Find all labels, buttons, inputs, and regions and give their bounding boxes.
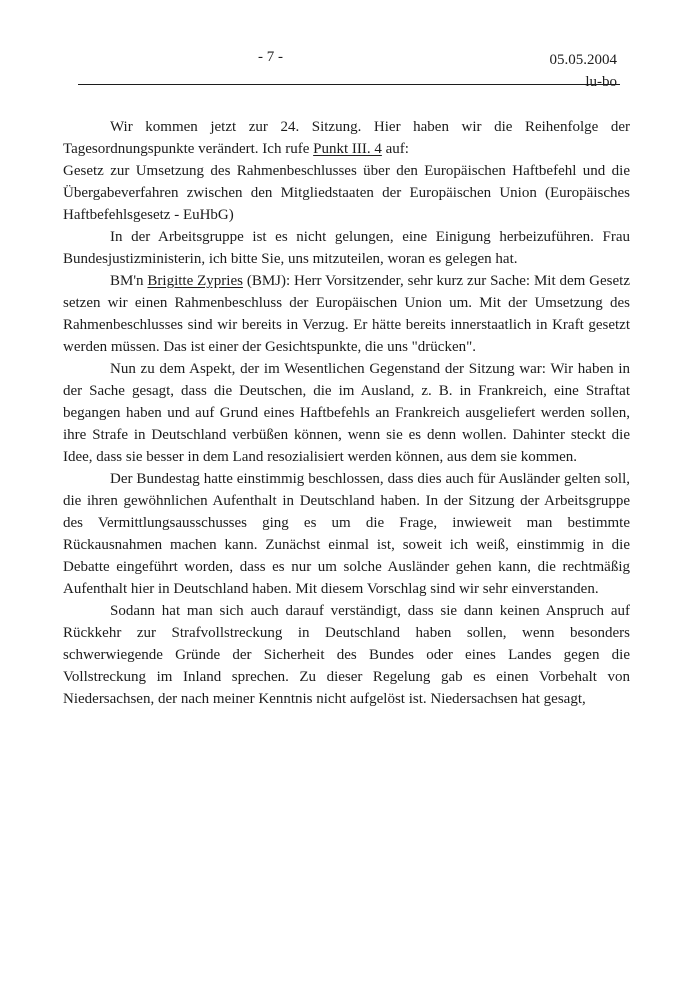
paragraph-zypries-3	[63, 468, 630, 600]
text-segment: Wir kommen jetzt zur 24. Sitzung. Hier haben wir die Reihenfolge der Tagesordnungspunkte verändert. Ich rufe	[63, 119, 630, 157]
text-segment: auf:	[381, 141, 409, 157]
paragraph-session-intro	[63, 116, 630, 160]
header-right-block	[550, 49, 618, 93]
text-segment: BM'n	[110, 273, 148, 289]
typist-code: lu-bo	[585, 74, 617, 90]
text-segment: Nun zu dem Aspekt, der im Wesentlichen Gegenstand der Sitzung war: Wir haben in der Sache gesagt, dass die Deutschen, die im Ausland, z. B. in Frankreich, eine Straftat begangen haben und auf Grund eines Haftbefehls an Frankreich ausgeliefert werden sollen, ihre Strafe in Deutschland verbüßen können, wenn sie es denn wollen. Dahinter steckt die Idee, dass sie besser in dem Land resozialisiert werden können, aus dem sie kommen.	[63, 361, 630, 465]
paragraph-chair-question	[63, 226, 630, 270]
paragraph-zypries-1	[63, 270, 630, 358]
text-segment: Gesetz zur Umsetzung des Rahmenbeschlusses über den Europäischen Haftbefehl und die Übergabeverfahren zwischen den Mitgliedstaaten der Europäischen Union (Europäisches Haftbefehlsgesetz - EuHbG)	[63, 163, 630, 223]
paragraph-law-title	[63, 160, 630, 226]
text-segment: Sodann hat man sich auch darauf verständigt, dass sie dann keinen Anspruch auf Rückkehr zur Strafvollstreckung in Deutschland haben sollen, wenn besonders schwerwiegende Gründe der Sicherheit des Bundes oder eines Landes gegen die Vollstreckung im Inland sprechen. Zu dieser Regelung gab es einen Vorbehalt von Niedersachsen, der nach meiner Kenntnis nicht aufgelöst ist. Niedersachsen hat gesagt,	[63, 603, 630, 707]
paragraph-zypries-2	[63, 358, 630, 468]
header-date: 05.05.2004	[549, 52, 617, 68]
page-number: - 7 -	[258, 49, 283, 65]
header-rule	[78, 84, 620, 85]
document-body	[63, 116, 630, 710]
underlined-text: Punkt III. 4	[313, 141, 382, 157]
text-segment: (BMJ): Herr Vorsitzender, sehr kurz zur Sache: Mit dem Gesetz setzen wir einen Rahmenbeschluss der Europäischen Union um. Mit der Umsetzung des Rahmenbeschlusses sind wir bereits in Verzug. Er hätte bereits innerstaatlich in Kraft gesetzt werden müssen. Das ist einer der Gesichtspunkte, die uns "drücken".	[63, 273, 630, 355]
paragraph-zypries-4	[63, 600, 630, 710]
text-segment: In der Arbeitsgruppe ist es nicht gelungen, eine Einigung herbeizuführen. Frau Bundesjustizministerin, ich bitte Sie, uns mitzuteilen, woran es gelegen hat.	[63, 229, 630, 267]
underlined-text: Brigitte Zypries	[147, 273, 243, 289]
text-segment: Der Bundestag hatte einstimmig beschlossen, dass dies auch für Ausländer gelten soll, die ihren gewöhnlichen Aufenthalt in Deutschland haben. In der Sitzung der Arbeitsgruppe des Vermittlungsausschusses ging es um die Frage, inwieweit man bestimmte Rückausnahmen machen kann. Zunächst einmal ist, soweit ich weiß, einstimmig in die Debatte eingeführt worden, dass es nur um solche Ausländer gehen kann, die rechtmäßig Aufenthalt hier in Deutschland haben. Mit diesem Vorschlag sind wir sehr einverstanden.	[63, 471, 630, 597]
